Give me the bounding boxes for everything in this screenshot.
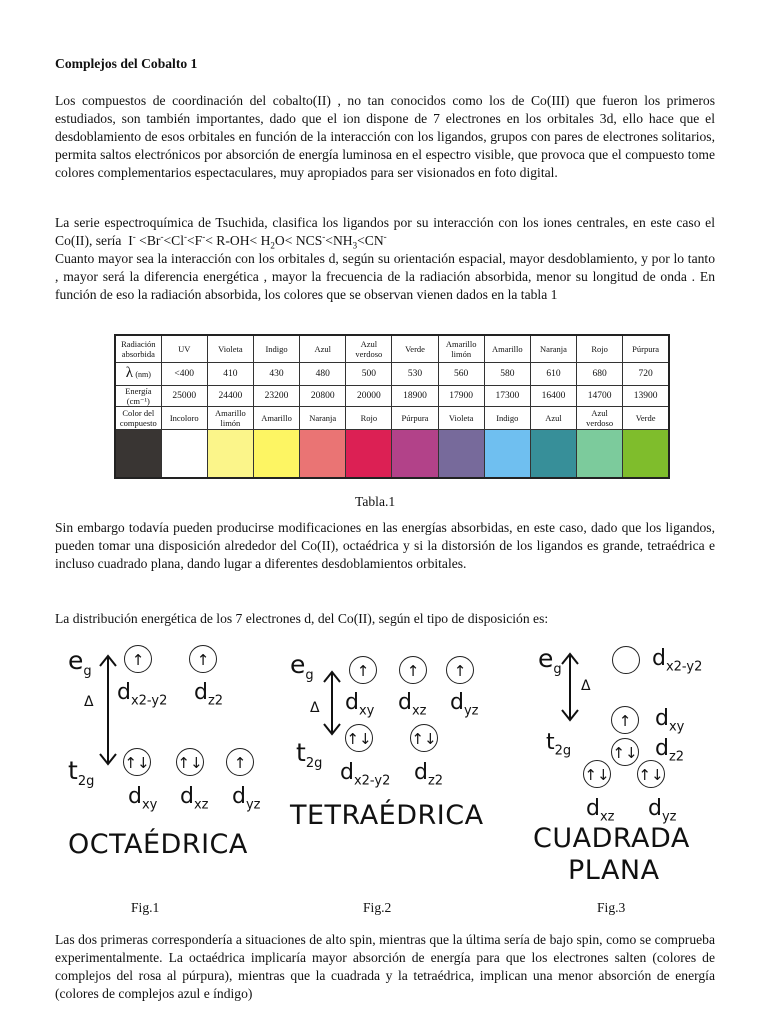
page-title: Complejos del Cobalto 1 — [55, 56, 198, 71]
table-cell: 17900 — [438, 386, 484, 407]
series-intro: La serie espectroquímica de Tsuchida, clasifica los ligandos por su interacción con los iones centrales, en este caso el Co(II), sería — [55, 215, 715, 248]
table-cell: 560 — [438, 363, 484, 386]
table-row-wavelength — [115, 363, 669, 386]
label-dx2y2: $d_{x2-y2}$ — [117, 680, 168, 709]
double-arrow-icon — [322, 668, 342, 738]
color-swatch — [577, 430, 623, 479]
label-dx2y2: $d_{x2-y2}$ — [652, 646, 703, 675]
label-octahedral: OCTAÉDRICA — [68, 829, 248, 860]
table-cell: <400 — [161, 363, 207, 386]
table-cell: 680 — [577, 363, 623, 386]
table-cell: 430 — [253, 363, 299, 386]
paragraph-splitting: Cuanto mayor sea la interacción con los orbitales d, según su orientación espacial, mayor desdoblamiento, y por lo tanto , mayor será la diferencia energética , mayor la frecuencia de la radiación absorbida, menor su longitud de onda . En función de eso la radiación absorbida, los colores que se observan vienen dados en la tabla 1 — [55, 251, 715, 302]
color-swatch — [207, 430, 253, 479]
label-dxz: $d_{xz}$ — [586, 796, 615, 825]
color-table — [114, 334, 670, 479]
table-row-swatches — [115, 430, 669, 479]
table-cell: Indigo — [253, 335, 299, 363]
table-cell: 23200 — [253, 386, 299, 407]
orbital-empty — [612, 646, 640, 674]
table-row-energy — [115, 386, 669, 407]
orbital: ↑ — [446, 656, 474, 684]
color-swatch — [253, 430, 299, 479]
color-swatch — [484, 430, 530, 479]
label-dyz: $d_{yz}$ — [450, 690, 479, 719]
row-label: Radiación absorbida — [115, 335, 161, 363]
label-dz2: $d_{z2}$ — [194, 680, 224, 709]
row-label: Energía (cm⁻¹) — [115, 386, 161, 407]
paragraph-intro: Los compuestos de coordinación del cobalto(II) , no tan conocidos como los de Co(III) que fueron los primeros estudiados, son también importantes, dado que el ion dispone de 7 electrones en los orbitales 3d, ello hace que el desdoblamiento de esos orbitales en función de la interacción con los ligandos, grupos con pares de electrones solitarios, permita saltos electrónicos por absorción de energía luminosa en el espectro visible, que provoca que el compuesto tome colores complementarios espectaculares, muy apropiados para ser visionados en foto digital. — [55, 93, 715, 180]
row-label: Color del compuesto — [115, 407, 161, 430]
table-cell: 18900 — [392, 386, 438, 407]
table-cell: 14700 — [577, 386, 623, 407]
table-caption: Tabla.1 — [355, 494, 396, 509]
table-cell: Rojo — [577, 335, 623, 363]
table-cell: 20000 — [346, 386, 392, 407]
table-cell: 13900 — [623, 386, 669, 407]
table-cell: Incoloro — [161, 407, 207, 430]
orbital: ↑↓ — [611, 738, 639, 766]
table-cell: 410 — [207, 363, 253, 386]
label-t2g: $t_{2g}$ — [68, 756, 95, 789]
color-swatch — [623, 430, 669, 479]
table-cell: 580 — [484, 363, 530, 386]
label-dyz: $d_{yz}$ — [232, 784, 261, 813]
table-cell: Rojo — [346, 407, 392, 430]
label-tetrahedral: TETRAÉDRICA — [290, 800, 484, 831]
label-eg: $e_g$ — [290, 650, 314, 683]
color-swatch — [530, 430, 576, 479]
paragraph-spin: Las dos primeras correspondería a situaciones de alto spin, mientras que la última sería de bajo spin, como se comprueba experimentalmente. La octaédrica implicaría mayor absorción de energía para que los electrones salten (colores de complejos del rosa al púrpura), mientras que la cuadrada y la tetraédrica, implican una menor absorción de energía (colores de complejos azul e índigo) — [55, 932, 715, 1001]
label-dxy: $d_{xy}$ — [345, 690, 375, 719]
label-t2g: $t_{2g}$ — [296, 738, 323, 771]
table-cell: Amarillo — [253, 407, 299, 430]
table-cell: UV — [161, 335, 207, 363]
color-swatch — [161, 430, 207, 479]
table-cell: 24400 — [207, 386, 253, 407]
paragraph-distribution: La distribución energética de los 7 electrones d, del Co(II), según el tipo de disposición es: — [55, 611, 549, 626]
table-cell: 720 — [623, 363, 669, 386]
label-dxz: $d_{xz}$ — [180, 784, 209, 813]
table-cell: Azul verdoso — [346, 335, 392, 363]
label-delta: Δ — [581, 678, 591, 694]
paragraph-series — [55, 214, 715, 250]
orbital: ↑↓ — [176, 748, 204, 776]
label-eg: $e_g$ — [538, 644, 562, 677]
label-dz2: $d_{z2}$ — [414, 760, 444, 789]
table-cell: 16400 — [530, 386, 576, 407]
spectrochemical-series: $I^- <Br^-<Cl^-<F^-< R-OH< H_2O< NCS^-<NH_3<CN^-$ — [128, 231, 387, 251]
table-cell: Azul — [530, 407, 576, 430]
orbital: ↑↓ — [345, 724, 373, 752]
table-cell: 17300 — [484, 386, 530, 407]
orbital: ↑ — [189, 645, 217, 673]
double-arrow-icon — [98, 652, 118, 768]
table-cell: Amarillo — [484, 335, 530, 363]
label-planar: PLANA — [568, 855, 660, 886]
label-t2g: $t_{2g}$ — [546, 730, 572, 759]
label-dyz: $d_{yz}$ — [648, 796, 677, 825]
orbital: ↑↓ — [583, 760, 611, 788]
fig-caption-2: Fig.2 — [363, 900, 392, 915]
table-cell: 530 — [392, 363, 438, 386]
table-cell: Púrpura — [392, 407, 438, 430]
table-cell: 610 — [530, 363, 576, 386]
label-delta: Δ — [84, 694, 94, 710]
color-swatch — [300, 430, 346, 479]
orbital: ↑↓ — [637, 760, 665, 788]
label-delta: Δ — [310, 700, 320, 716]
color-swatch — [392, 430, 438, 479]
table-cell: 500 — [346, 363, 392, 386]
table-cell: Violeta — [207, 335, 253, 363]
table-cell: Amarillo limón — [438, 335, 484, 363]
label-dxz: $d_{xz}$ — [398, 690, 427, 719]
row-label-lambda: λ (nm) — [115, 363, 161, 386]
table-cell: Azul — [300, 335, 346, 363]
label-square: CUADRADA — [533, 823, 690, 854]
paragraph-geometry: Sin embargo todavía pueden producirse modificaciones en las energías absorbidas, en este caso, dado que los ligandos, pueden tomar una disposición alrededor del Co(II), octaédrica y si la distorsión de los ligandos es grande, tetraédrica e incluso cuadrado plana, dando lugar a diferentes desdoblamientos orbitales. — [55, 520, 715, 571]
double-arrow-icon — [560, 650, 580, 724]
table-cell: Violeta — [438, 407, 484, 430]
label-dxy: $d_{xy}$ — [128, 784, 158, 813]
label-dx2y2: $d_{x2-y2}$ — [340, 760, 391, 789]
table-cell: Indigo — [484, 407, 530, 430]
table-row-radiation — [115, 335, 669, 363]
orbital: ↑ — [611, 706, 639, 734]
table-cell: 480 — [300, 363, 346, 386]
label-eg: $e_g$ — [68, 646, 92, 679]
color-swatch — [115, 430, 161, 479]
table-cell: Azul verdoso — [577, 407, 623, 430]
color-swatch — [346, 430, 392, 479]
orbital: ↑ — [399, 656, 427, 684]
fig-caption-1: Fig.1 — [131, 900, 160, 915]
label-dxy: $d_{xy}$ — [655, 706, 685, 735]
orbital: ↑ — [226, 748, 254, 776]
table-cell: Amarillo limón — [207, 407, 253, 430]
table-row-compound-color — [115, 407, 669, 430]
orbital: ↑↓ — [123, 748, 151, 776]
table-cell: 25000 — [161, 386, 207, 407]
table-cell: Verde — [392, 335, 438, 363]
fig-caption-3: Fig.3 — [597, 900, 626, 915]
orbital: ↑ — [124, 645, 152, 673]
orbital: ↑↓ — [410, 724, 438, 752]
table-cell: Naranja — [530, 335, 576, 363]
table-cell: Verde — [623, 407, 669, 430]
table-cell: 20800 — [300, 386, 346, 407]
table-cell: Púrpura — [623, 335, 669, 363]
table-cell: Naranja — [300, 407, 346, 430]
label-dz2: $d_{z2}$ — [655, 736, 685, 765]
orbital: ↑ — [349, 656, 377, 684]
color-swatch — [438, 430, 484, 479]
